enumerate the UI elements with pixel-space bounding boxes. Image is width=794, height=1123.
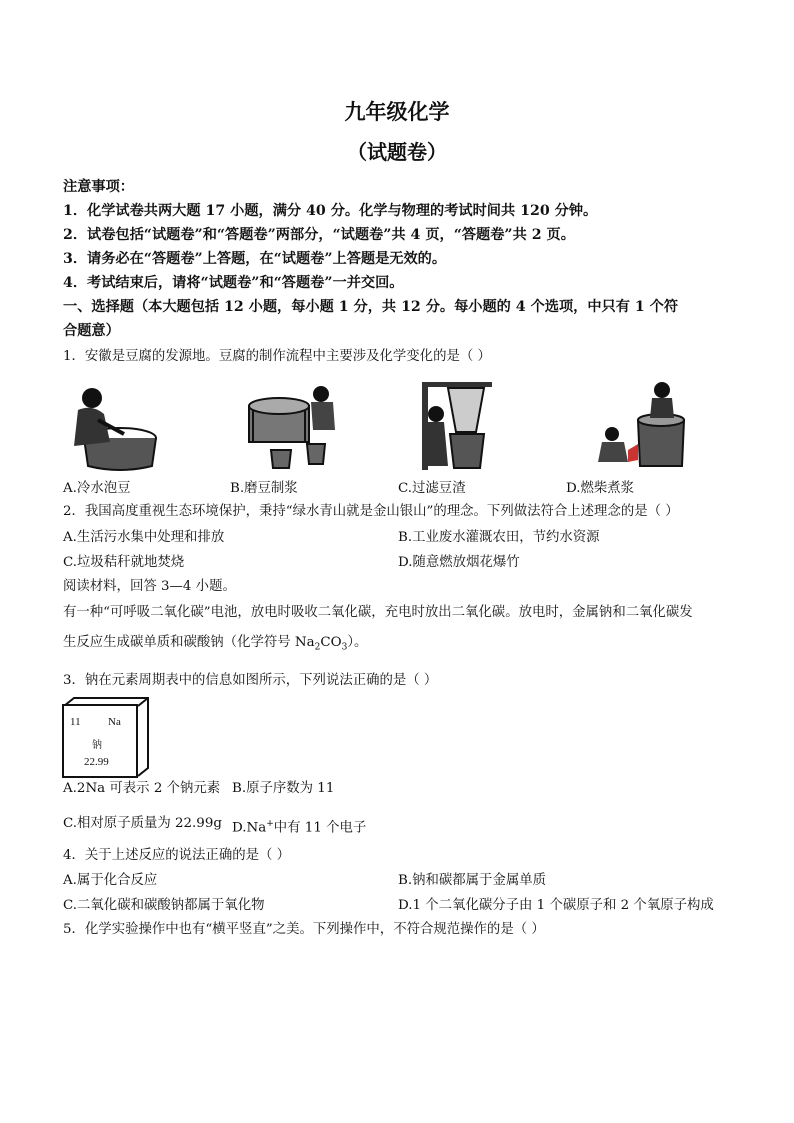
q3-stem: 3．钠在元素周期表中的信息如图所示，下列说法正确的是（ ） (63, 673, 438, 688)
page-title: 九年级化学 (344, 99, 450, 124)
element-mass: 22.99 (84, 756, 109, 768)
q1-option-a: A.冷水泡豆 (63, 481, 131, 496)
notes-heading: 注意事项： (63, 179, 134, 195)
reading-line-2-prefix: 生反应生成碳单质和碳酸钠（化学符号 Na (63, 635, 315, 650)
q1-option-d: D.燃柴煮浆 (566, 481, 635, 496)
q2-option-d: D.随意燃放烟花爆竹 (398, 555, 520, 570)
q2-option-c: C.垃圾秸秆就地焚烧 (63, 555, 185, 570)
q5-stem: 5．化学实验操作中也有“横平竖直”之美。下列操作中，不符合规范操作的是（ ） (63, 922, 545, 937)
ion-charge: + (266, 819, 274, 829)
q2-option-a: A.生活污水集中处理和排放 (63, 530, 225, 545)
soaking-beans-illustration (64, 380, 160, 472)
boiling-pulp-illustration (592, 380, 688, 472)
section-heading: 一、选择题（本大题包括 12 小题，每小题 1 分，共 12 分。每小题的 4 个选项，中只有 1 个符 (63, 299, 679, 315)
note-item-2: 2．试卷包括“试题卷”和“答题卷”两部分，“试题卷”共 4 页，“答题卷”共 2 页。 (63, 227, 575, 243)
q4-stem: 4．关于上述反应的说法正确的是（ ） (63, 848, 291, 863)
formula-subscript-2: 2 (314, 642, 321, 653)
q4-option-c: C.二氧化碳和碳酸钠都属于氧化物 (63, 898, 265, 913)
note-item-3: 3．请务必在“答题卷”上答题，在“试题卷”上答题是无效的。 (63, 251, 447, 267)
q4-option-d: D.1 个二氧化碳分子由 1 个碳原子和 2 个氧原子构成 (398, 898, 714, 913)
q3-option-d (232, 815, 366, 837)
note-item-1: 1．化学试卷共两大题 17 小题，满分 40 分。化学与物理的考试时间共 120 分钟。 (63, 203, 598, 219)
reading-line-2 (63, 634, 367, 657)
reading-line-1: 有一种“可呼吸二氧化碳”电池，放电时吸收二氧化碳，充电时放出二氧化碳。放电时，金属钠和二氧化碳发 (63, 605, 693, 620)
q1-option-b: B.磨豆制浆 (230, 481, 298, 496)
q3-option-a: A.2Na 可表示 2 个钠元素 (63, 781, 221, 796)
formula-co: CO (320, 635, 342, 650)
q1-option-c: C.过滤豆渣 (398, 481, 466, 496)
q4-option-b: B.钠和碳都属于金属单质 (398, 873, 547, 888)
element-name: 钠 (92, 740, 102, 751)
q2-option-b: B.工业废水灌溉农田，节约水资源 (398, 530, 600, 545)
formula-subscript-3: 3 (341, 642, 348, 653)
page-subtitle: （试题卷） (347, 140, 447, 164)
grinding-beans-illustration (245, 380, 341, 472)
q4-option-a: A.属于化合反应 (63, 873, 158, 888)
q1-stem: 1．安徽是豆腐的发源地。豆腐的制作流程中主要涉及化学变化的是（ ） (63, 349, 491, 364)
filtering-dregs-illustration (418, 380, 498, 472)
sodium-ion-symbol: Na (246, 820, 267, 836)
element-number: 11 (70, 716, 81, 728)
section-heading-cont: 合题意） (63, 323, 120, 339)
element-symbol: Na (108, 716, 121, 728)
q3-option-d-suffix: 中有 11 个电子 (273, 820, 367, 836)
q2-stem: 2．我国高度重视生态环境保护，秉持“绿水青山就是金山银山”的理念。下列做法符合上述理念的是（ ） (63, 504, 679, 519)
reading-intro: 阅读材料，回答 3—4 小题。 (63, 579, 236, 594)
element-cell-figure (62, 696, 152, 780)
reading-line-2-suffix: ）。 (347, 635, 368, 650)
note-item-4: 4．考试结束后，请将“试题卷”和“答题卷”一并交回。 (63, 275, 404, 291)
q3-option-b: B.原子序数为 11 (232, 781, 335, 796)
q3-option-c: C.相对原子质量为 22.99g (63, 816, 222, 831)
q3-option-d-prefix: D. (232, 820, 247, 836)
